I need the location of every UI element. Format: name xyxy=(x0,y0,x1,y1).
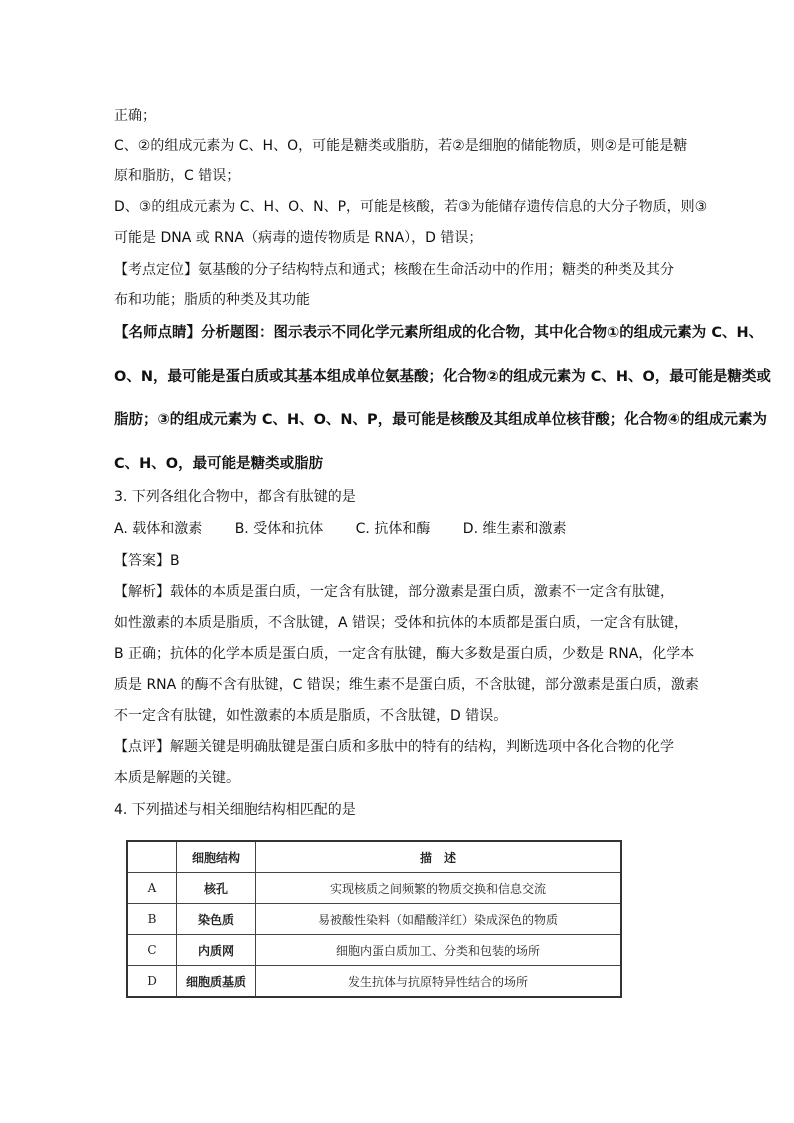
comment-line: 本质是解题的关键。 xyxy=(114,770,240,786)
table-cell: 实现核质之间频繁的物质交换和信息交流 xyxy=(256,873,622,904)
table-cell: 染色质 xyxy=(177,904,256,935)
header-cell xyxy=(127,841,177,873)
question-3-stem: 3. 下列各组化合物中，都含有肽键的是 xyxy=(114,489,356,505)
table-cell: 细胞质基质 xyxy=(177,966,256,998)
table-cell: D xyxy=(127,966,177,998)
table-cell: B xyxy=(127,904,177,935)
table-cell: 内质网 xyxy=(177,935,256,966)
table-header-row xyxy=(127,841,621,873)
analysis-line: 如性激素的本质是脂质，不含肽键，A 错误；受体和抗体的本质都是蛋白质，一定含有肽键， xyxy=(114,615,689,631)
text-line: D、③的组成元素为 C、H、O、N、P，可能是核酸，若③为能储存遗传信息的大分子物质，则③ xyxy=(114,199,708,215)
analysis-line: 不一定含有肽键，如性激素的本质是脂质，不含肽键，D 错误。 xyxy=(114,708,508,724)
option-b: B. 受体和抗体 xyxy=(234,521,324,537)
teacher-note-line: O、N，最可能是蛋白质或其基本组成单位氨基酸；化合物②的组成元素为 C、H、O，最可能是糖类或 xyxy=(114,369,771,385)
table-cell: 核孔 xyxy=(177,873,256,904)
text-line: 正确； xyxy=(114,108,156,124)
teacher-note-line: 【名师点睛】分析题图：图示表示不同化学元素所组成的化合物，其中化合物①的组成元素为 C、H、 xyxy=(114,325,764,341)
header-cell: 细胞结构 xyxy=(177,841,256,873)
table-row xyxy=(127,935,621,966)
text-line: 布和功能；脂质的种类及其功能 xyxy=(114,292,310,308)
teacher-note-line: C、H、O，最可能是糖类或脂肪 xyxy=(114,456,324,472)
answer: 【答案】B xyxy=(114,553,180,569)
analysis-line: B 正确；抗体的化学本质是蛋白质，一定含有肽键，酶大多数是蛋白质，少数是 RNA，化学本 xyxy=(114,646,695,662)
analysis-line: 【解析】载体的本质是蛋白质，一定含有肽键，部分激素是蛋白质，激素不一定含有肽键， xyxy=(114,584,674,600)
option-c: C. 抗体和酶 xyxy=(355,521,431,537)
table-cell: 发生抗体与抗原特异性结合的场所 xyxy=(256,966,622,998)
table-cell: 易被酸性染料（如醋酸洋红）染成深色的物质 xyxy=(256,904,622,935)
question-3-options xyxy=(114,520,594,538)
analysis-line: 质是 RNA 的酶不含有肽键，C 错误；维生素不是蛋白质，不含肽键，部分激素是蛋白质，激素 xyxy=(114,677,699,693)
teacher-note-line: 脂肪；③的组成元素为 C、H、O、N、P，最可能是核酸及其组成单位核苷酸；化合物④的组成元素为 xyxy=(114,412,767,428)
question-4-stem: 4. 下列描述与相关细胞结构相匹配的是 xyxy=(114,802,356,818)
text-line: 可能是 DNA 或 RNA（病毒的遗传物质是 RNA），D 错误； xyxy=(114,230,483,246)
option-d: D. 维生素和激素 xyxy=(462,521,567,537)
text-line: 原和脂肪，C 错误； xyxy=(114,168,241,184)
table-cell: A xyxy=(127,873,177,904)
table-row xyxy=(127,966,621,998)
table-cell: 细胞内蛋白质加工、分类和包装的场所 xyxy=(256,935,622,966)
text-line: C、②的组成元素为 C、H、O，可能是糖类或脂肪，若②是细胞的储能物质，则②是可能是糖 xyxy=(114,138,688,154)
table-cell: C xyxy=(127,935,177,966)
comment-line: 【点评】解题关键是明确肽键是蛋白质和多肽中的特有的结构，判断选项中各化合物的化学 xyxy=(114,739,674,755)
header-cell: 描 述 xyxy=(256,841,622,873)
table-row xyxy=(127,904,621,935)
table-row xyxy=(127,873,621,904)
cell-structure-table xyxy=(126,840,622,998)
option-a: A. 载体和激素 xyxy=(114,521,203,537)
text-line: 【考点定位】氨基酸的分子结构特点和通式；核酸在生命活动中的作用；糖类的种类及其分 xyxy=(114,262,674,278)
